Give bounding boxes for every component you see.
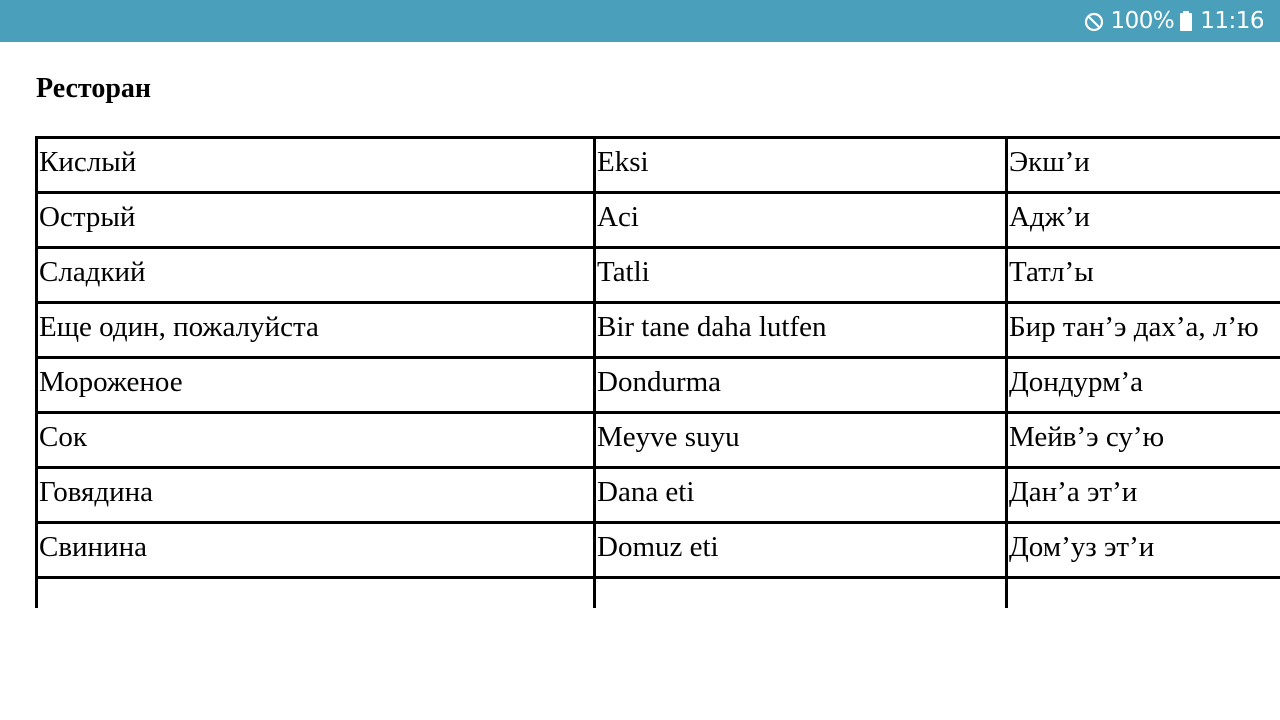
phrase-table	[35, 136, 1280, 608]
cell-transcription: Бир тан’э дах’а, л’ю	[1007, 303, 1280, 358]
cell-transcription: Дан’а эт’и	[1007, 468, 1280, 523]
cell-turkish: Aci	[595, 193, 1007, 248]
cell-russian: Еще один, пожалуйста	[37, 303, 595, 358]
page-title: Ресторан	[36, 73, 152, 104]
cell-russian: Острый	[37, 193, 595, 248]
table-row	[37, 413, 1280, 468]
cell-transcription	[1007, 578, 1280, 609]
table-row	[37, 303, 1280, 358]
table-row	[37, 468, 1280, 523]
cell-russian: Свинина	[37, 523, 595, 578]
status-indicators	[1084, 0, 1264, 42]
cell-turkish: Bir tane daha lutfen	[595, 303, 1007, 358]
cell-turkish	[595, 578, 1007, 609]
cell-transcription: Адж’и	[1007, 193, 1280, 248]
do-not-disturb-icon	[1084, 12, 1102, 30]
phrase-table-container	[35, 136, 1280, 608]
table-row	[37, 193, 1280, 248]
cell-transcription: Дондурм’а	[1007, 358, 1280, 413]
cell-russian: Мороженое	[37, 358, 595, 413]
table-row	[37, 358, 1280, 413]
cell-russian: Говядина	[37, 468, 595, 523]
table-row	[37, 248, 1280, 303]
cell-turkish: Tatli	[595, 248, 1007, 303]
cell-transcription: Мейв’э су’ю	[1007, 413, 1280, 468]
table-row	[37, 138, 1280, 193]
cell-turkish: Dondurma	[595, 358, 1007, 413]
cell-russian: Кислый	[37, 138, 595, 193]
cell-russian: Сок	[37, 413, 595, 468]
cell-russian: Сладкий	[37, 248, 595, 303]
status-bar	[0, 0, 1280, 42]
cell-turkish: Eksi	[595, 138, 1007, 193]
clock: 11:16	[1200, 8, 1264, 34]
cell-transcription: Экш’и	[1007, 138, 1280, 193]
cell-turkish: Domuz eti	[595, 523, 1007, 578]
cell-turkish: Dana eti	[595, 468, 1007, 523]
cell-turkish: Meyve suyu	[595, 413, 1007, 468]
cell-russian	[37, 578, 595, 609]
cell-transcription: Татл’ы	[1007, 248, 1280, 303]
table-row	[37, 578, 1280, 609]
cell-transcription: Дом’уз эт’и	[1007, 523, 1280, 578]
battery-icon	[1180, 11, 1192, 31]
battery-percentage: 100%	[1110, 8, 1175, 34]
table-row	[37, 523, 1280, 578]
